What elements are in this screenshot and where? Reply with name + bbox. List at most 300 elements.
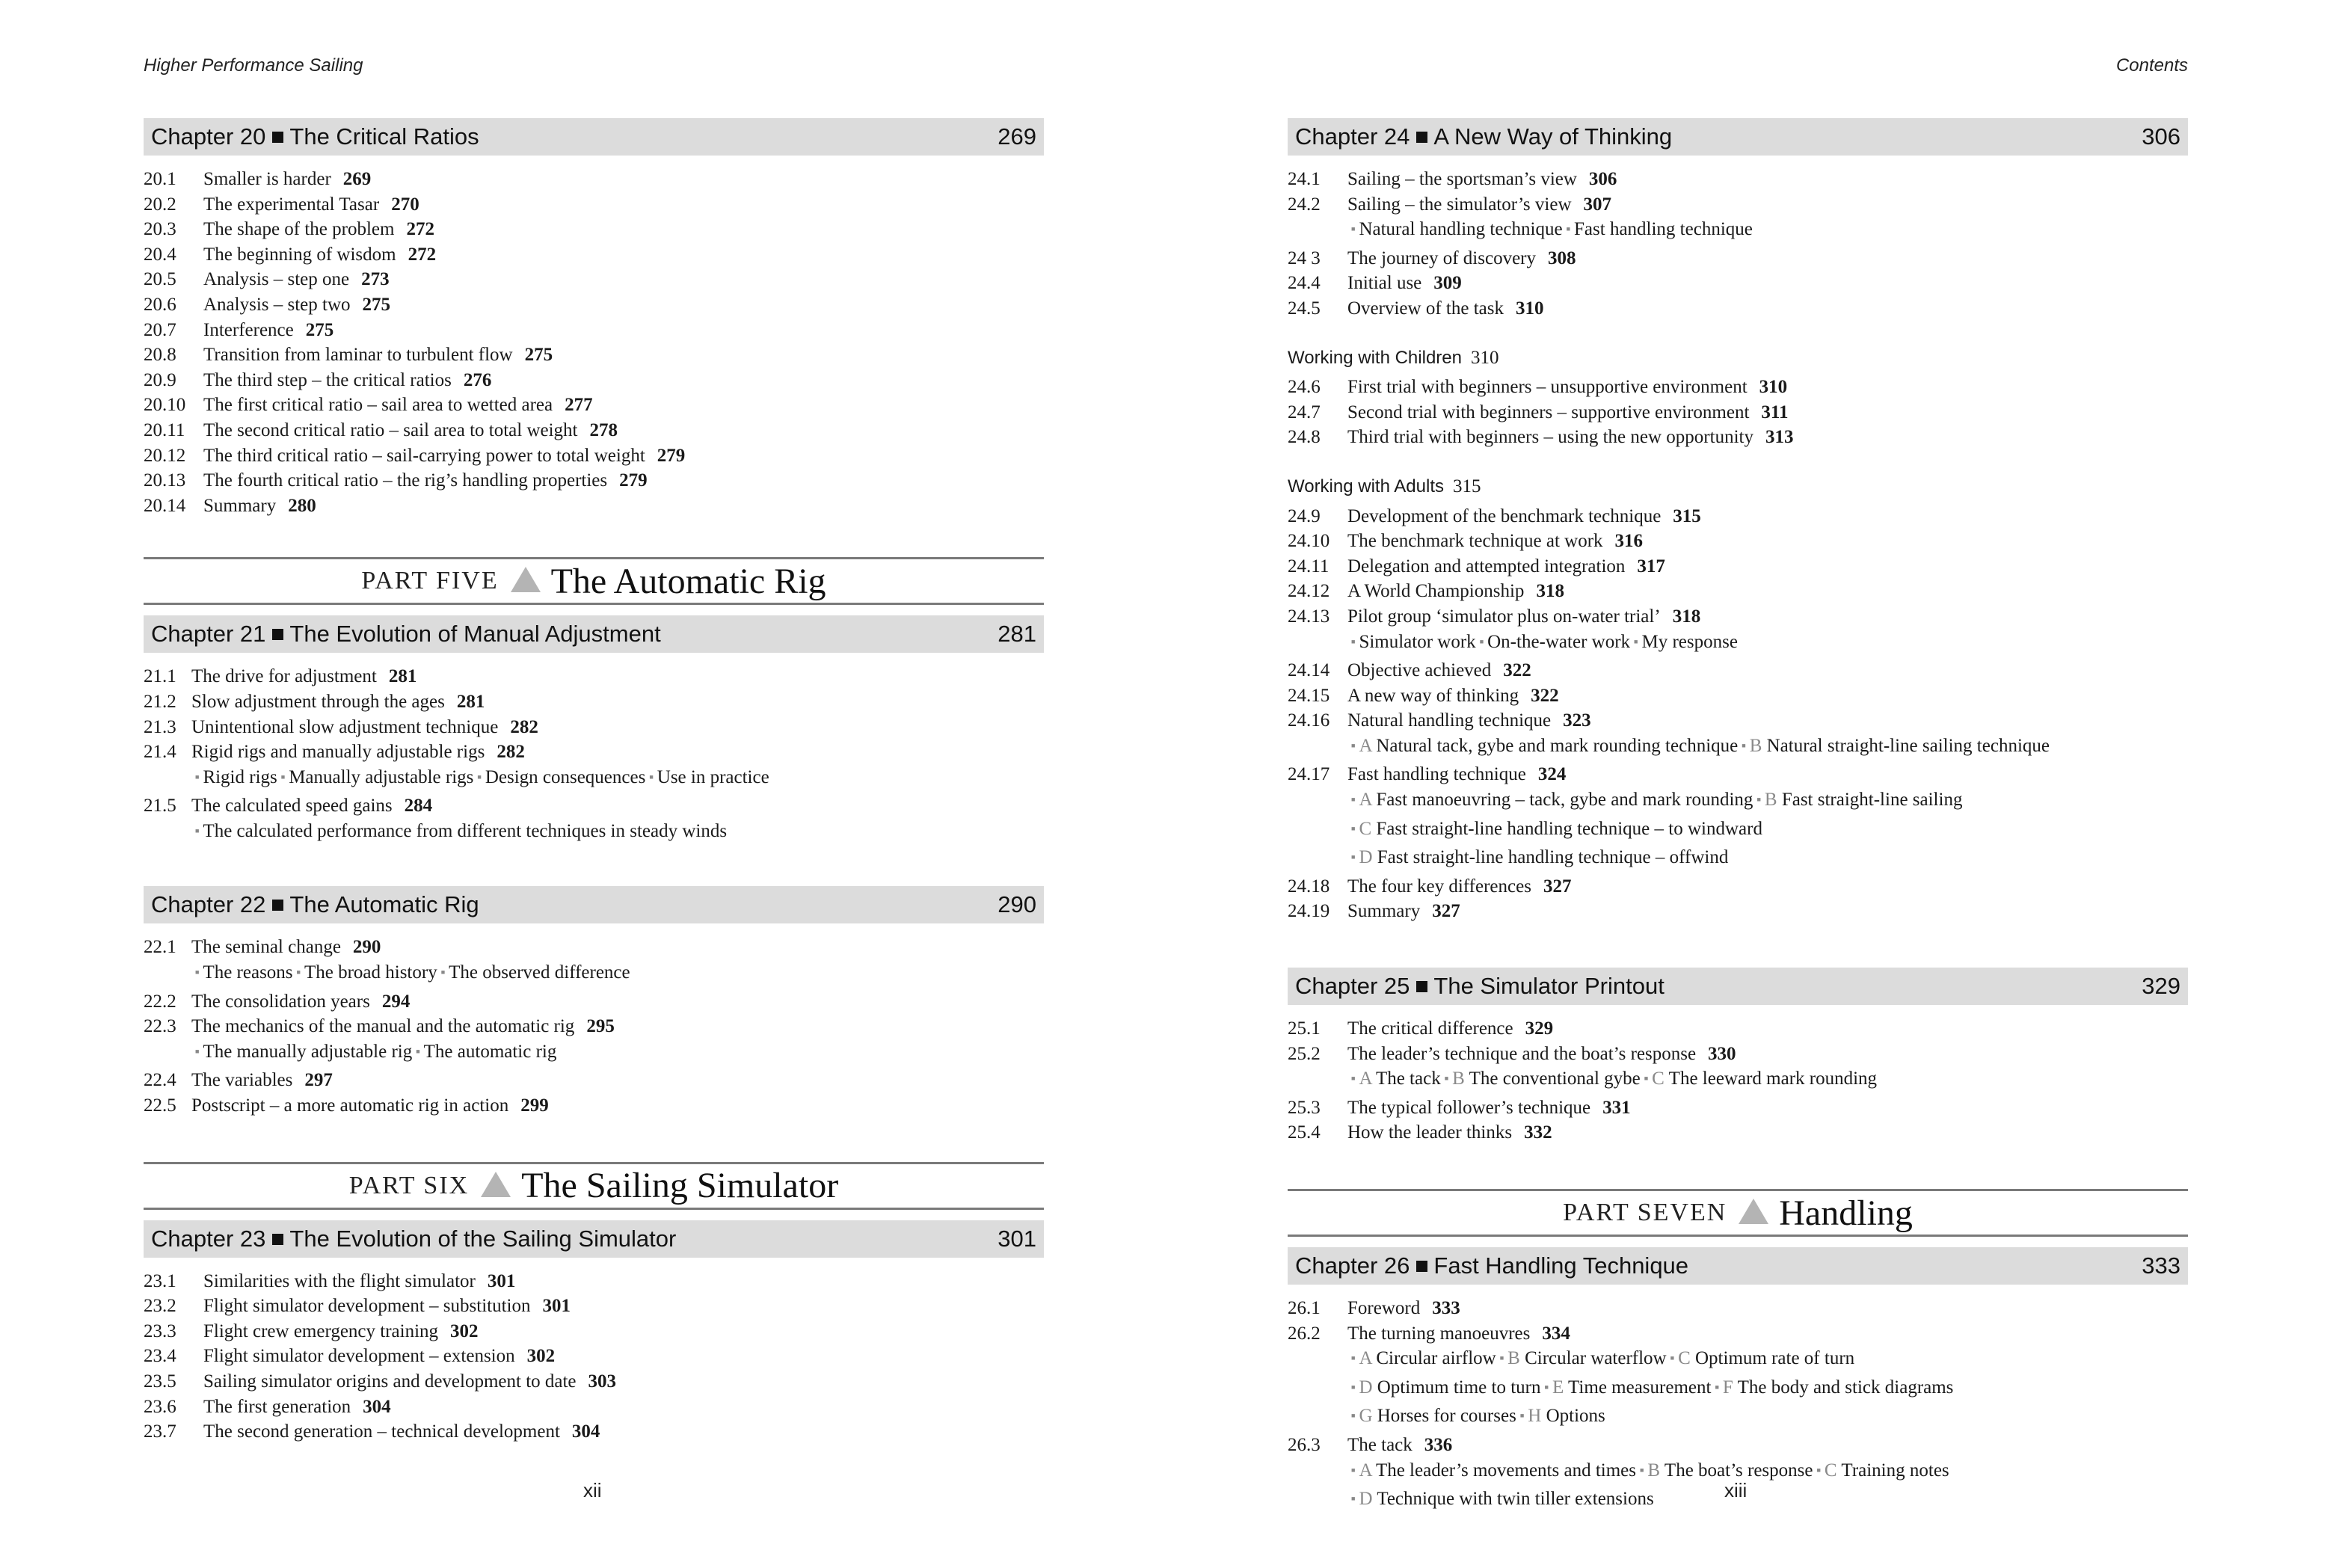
subtopic-text: Fast straight-line sailing: [1781, 790, 1963, 811]
section-title: The calculated speed gains: [191, 796, 393, 817]
section-title: The turning manoeuvres: [1347, 1323, 1531, 1344]
chapter-26-header[interactable]: Chapter 26 Fast Handling Technique 333: [1288, 1247, 2188, 1285]
toc-entry[interactable]: [1288, 1016, 2188, 1042]
subtopic-text: Fast handling technique: [1574, 219, 1753, 240]
toc-entry[interactable]: [1288, 529, 2188, 554]
toc-entry[interactable]: [144, 1014, 1044, 1039]
section-title: The second critical ratio – sail area to total weight: [203, 419, 578, 440]
section-title: First trial with beginners – unsupportive environment: [1347, 377, 1748, 398]
bullet-icon: ■: [1644, 1074, 1649, 1083]
subtopic-letter: D: [1359, 1377, 1373, 1398]
bullet-icon: ■: [1715, 1383, 1719, 1391]
subtopic-text: The tack: [1375, 1069, 1441, 1089]
toc-entry[interactable]: [1288, 762, 2188, 787]
toc-entry[interactable]: [144, 494, 1044, 519]
subtopic-text: Fast manoeuvring – tack, gybe and mark rounding: [1376, 790, 1753, 811]
subtopic-letter: C: [1678, 1348, 1691, 1369]
section-page: 310: [1759, 377, 1788, 398]
toc-entry[interactable]: [144, 242, 1044, 268]
section-page: 324: [1537, 764, 1567, 785]
section-number: 21.4: [144, 742, 176, 763]
section-title: The typical follower’s technique: [1347, 1097, 1591, 1118]
section-page: 275: [524, 345, 553, 366]
section-page: 304: [571, 1421, 600, 1442]
section-title: Postscript – a more automatic rig in action: [191, 1095, 509, 1116]
section-title: The tack: [1347, 1434, 1413, 1455]
section-title: A World Championship: [1347, 581, 1525, 602]
toc-entry[interactable]: [144, 1369, 1044, 1395]
toc-entry[interactable]: [144, 989, 1044, 1015]
section-page: 275: [362, 294, 391, 315]
section-page: 302: [526, 1346, 556, 1367]
bullet-icon: ■: [1351, 225, 1356, 233]
bullet-icon: ■: [195, 968, 200, 977]
toc-entry[interactable]: [1288, 504, 2188, 529]
section-title: The shape of the problem: [203, 219, 395, 240]
subtopic-letter: G: [1359, 1406, 1373, 1427]
toc-entry[interactable]: [1288, 192, 2188, 218]
subtopic-text: The conventional gybe: [1469, 1069, 1641, 1089]
section-number: 25.1: [1288, 1018, 1321, 1039]
subtopic-text: Technique with twin tiller extensions: [1377, 1489, 1654, 1510]
subtopic-text: The broad history: [304, 962, 437, 983]
subtopic-text: The calculated performance from different techniques in steady winds: [203, 820, 728, 841]
section-number: 22.5: [144, 1095, 176, 1116]
subtopic-text: Horses for courses: [1377, 1406, 1516, 1427]
triangle-icon: [481, 1172, 511, 1197]
section-number: 23.3: [144, 1320, 176, 1341]
bullet-icon: ■: [1444, 1074, 1449, 1083]
section-page: 316: [1614, 531, 1644, 552]
part-six-heading: PART SIX The Sailing Simulator: [144, 1162, 1044, 1210]
toc-entry[interactable]: [1288, 425, 2188, 450]
subtopic-letter: A: [1359, 1460, 1372, 1481]
square-bullet-icon: [272, 132, 283, 143]
toc-entry[interactable]: [144, 664, 1044, 689]
section-number: 24.19: [1288, 901, 1330, 922]
toc-entry[interactable]: [1288, 1095, 2188, 1121]
toc-entry[interactable]: [1288, 554, 2188, 579]
toc-entry[interactable]: [1288, 400, 2188, 425]
section-page: 284: [404, 796, 433, 817]
section-title: The first critical ratio – sail area to wetted area: [203, 395, 553, 416]
section-title: Rigid rigs and manually adjustable rigs: [191, 742, 485, 763]
section-title: Slow adjustment through the ages: [191, 691, 445, 712]
section-number: 20.8: [144, 345, 176, 366]
bullet-icon: ■: [1566, 225, 1571, 233]
section-page: 275: [305, 319, 334, 340]
toc-entry[interactable]: [1288, 1120, 2188, 1146]
section-title: Flight simulator development – substitution: [203, 1296, 531, 1317]
toc-entry[interactable]: [144, 192, 1044, 218]
bullet-icon: ■: [1639, 1466, 1644, 1474]
section-number: 22.3: [144, 1016, 176, 1037]
triangle-icon: [511, 567, 541, 592]
toc-entry[interactable]: [1288, 579, 2188, 604]
subtopic-text: The automatic rig: [423, 1041, 557, 1062]
section-title: The third step – the critical ratios: [203, 369, 452, 390]
square-bullet-icon: [1416, 981, 1427, 992]
section-title: Sailing – the sportsman’s view: [1347, 169, 1577, 189]
subtopic-line: [144, 1039, 1044, 1069]
toc-entry[interactable]: [144, 443, 1044, 469]
bullet-icon: ■: [1351, 1354, 1356, 1362]
toc-entry[interactable]: [144, 342, 1044, 368]
subtopic-text: Fast straight-line handling technique – to windward: [1376, 818, 1762, 839]
section-number: 25.3: [1288, 1097, 1321, 1118]
section-title: The four key differences: [1347, 876, 1531, 897]
subtopic-line: [1288, 1066, 2188, 1095]
toc-entry[interactable]: [1288, 1042, 2188, 1067]
group-label: Working with Adults: [1288, 476, 1444, 496]
bullet-icon: ■: [1351, 1383, 1356, 1391]
subtopic-text: The leeward mark rounding: [1668, 1069, 1878, 1089]
section-number: 23.7: [144, 1421, 176, 1442]
section-title: Transition from laminar to turbulent flow: [203, 345, 513, 366]
bullet-icon: ■: [195, 1047, 200, 1055]
toc-entry[interactable]: [144, 715, 1044, 740]
chapter-23-entries: [144, 1269, 1044, 1445]
subtopic-text: Use in practice: [657, 766, 769, 787]
section-page: 282: [497, 742, 525, 763]
subtopic-text: Natural straight-line sailing technique: [1766, 735, 2050, 756]
section-number: 21.3: [144, 716, 176, 737]
triangle-icon: [1739, 1199, 1768, 1224]
section-title: The variables: [191, 1070, 293, 1091]
section-group-heading[interactable]: [1288, 345, 2188, 371]
section-page: 330: [1708, 1043, 1736, 1064]
section-number: 24.12: [1288, 581, 1330, 602]
section-number: 25.2: [1288, 1043, 1321, 1064]
section-page: 282: [510, 716, 538, 737]
section-page: 279: [619, 470, 648, 491]
section-title: Fast handling technique: [1347, 764, 1526, 785]
section-number: 20.14: [144, 495, 186, 516]
section-title: The seminal change: [191, 937, 341, 958]
subtopic-text: Time measurement: [1568, 1377, 1712, 1398]
section-page: 281: [456, 691, 485, 712]
section-number: 20.13: [144, 470, 186, 491]
chapter-20-header[interactable]: Chapter 20 The Critical Ratios 269: [144, 118, 1044, 156]
section-title: Summary: [203, 495, 277, 516]
square-bullet-icon: [1416, 1261, 1427, 1272]
section-title: The beginning of wisdom: [203, 244, 396, 265]
section-title: A new way of thinking: [1347, 685, 1519, 706]
section-page: 276: [463, 369, 492, 390]
toc-entry[interactable]: [144, 1093, 1044, 1119]
toc-entry[interactable]: [1288, 296, 2188, 322]
bullet-icon: ■: [1670, 1354, 1675, 1362]
part-five-heading: PART FIVE The Automatic Rig: [144, 557, 1044, 605]
section-page: 322: [1503, 660, 1531, 681]
section-title: The drive for adjustment: [191, 666, 377, 687]
toc-entry[interactable]: [1288, 1296, 2188, 1321]
section-title: Objective achieved: [1347, 660, 1492, 681]
section-page: 295: [586, 1016, 615, 1037]
toc-entry[interactable]: [1288, 375, 2188, 400]
toc-entry[interactable]: [144, 292, 1044, 318]
section-title: Delegation and attempted integration: [1347, 556, 1626, 577]
section-title: Initial use: [1347, 273, 1422, 294]
section-title: Sailing simulator origins and development to date: [203, 1371, 577, 1392]
chapter-25-entries: [1288, 1016, 2188, 1146]
section-title: Interference: [203, 319, 294, 340]
section-page: 309: [1433, 273, 1462, 294]
section-title: How the leader thinks: [1347, 1122, 1513, 1143]
bullet-icon: ■: [1351, 824, 1356, 832]
section-number: 24.5: [1288, 298, 1321, 319]
section-title: Foreword: [1347, 1298, 1421, 1318]
subtopic-text: Circular waterflow: [1525, 1348, 1667, 1369]
toc-entry[interactable]: [144, 1395, 1044, 1420]
subtopic-line: [1288, 1346, 2188, 1375]
section-page: 306: [1588, 169, 1617, 189]
section-page: 317: [1637, 556, 1665, 577]
section-number: 24.2: [1288, 194, 1321, 215]
bullet-icon: ■: [1351, 1412, 1356, 1420]
toc-entry[interactable]: [1288, 658, 2188, 683]
section-title: The first generation: [203, 1396, 351, 1417]
subtopic-text: Training notes: [1841, 1460, 1949, 1481]
subtopic-text: Rigid rigs: [203, 766, 277, 787]
section-number: 23.5: [144, 1371, 176, 1392]
subtopic-letter: A: [1359, 735, 1372, 756]
subtopic-line: [1288, 217, 2188, 246]
section-number: 26.3: [1288, 1434, 1321, 1455]
subtopic-text: My response: [1641, 631, 1738, 652]
section-number: 20.6: [144, 294, 176, 315]
bullet-icon: ■: [195, 772, 200, 781]
toc-entry[interactable]: [1288, 899, 2188, 924]
section-number: 20.10: [144, 395, 186, 416]
subtopic-letter: D: [1359, 1489, 1373, 1510]
right-page: [1288, 118, 2188, 1555]
section-page: 311: [1761, 402, 1789, 422]
square-bullet-icon: [272, 1234, 283, 1245]
section-title: The mechanics of the manual and the automatic rig: [191, 1016, 575, 1037]
toc-entry[interactable]: [144, 368, 1044, 393]
section-number: 22.2: [144, 991, 176, 1012]
section-title: Overview of the task: [1347, 298, 1504, 319]
subtopic-text: Options: [1546, 1406, 1605, 1427]
section-page: 327: [1432, 901, 1460, 922]
chapter-24-header[interactable]: Chapter 24 A New Way of Thinking 306: [1288, 118, 2188, 156]
section-page: 272: [406, 219, 434, 240]
section-page: 313: [1765, 427, 1794, 448]
toc-entry[interactable]: [144, 167, 1044, 192]
bullet-icon: ■: [649, 772, 654, 781]
section-page: 270: [391, 194, 419, 215]
bullet-icon: ■: [195, 826, 200, 834]
section-page: 290: [352, 937, 381, 958]
toc-entry[interactable]: [144, 393, 1044, 418]
section-number: 22.1: [144, 937, 176, 958]
subtopic-letter: D: [1359, 847, 1373, 868]
bullet-icon: ■: [1351, 853, 1356, 861]
running-head-left: Higher Performance Sailing: [144, 55, 363, 76]
toc-entry[interactable]: [144, 689, 1044, 715]
toc-entry[interactable]: [144, 1068, 1044, 1093]
subtopic-text: Optimum rate of turn: [1695, 1348, 1855, 1369]
section-number: 24.6: [1288, 377, 1321, 398]
section-page: 318: [1536, 581, 1564, 602]
subtopic-line: [1288, 1403, 2188, 1433]
square-bullet-icon: [1416, 132, 1427, 143]
section-number: 24.16: [1288, 710, 1330, 731]
subtopic-letter: C: [1359, 818, 1372, 839]
section-title: The experimental Tasar: [203, 194, 380, 215]
section-title: The benchmark technique at work: [1347, 531, 1603, 552]
running-head-right: Contents: [2115, 55, 2188, 76]
toc-entry[interactable]: [1288, 874, 2188, 900]
section-number: 20.5: [144, 269, 176, 290]
section-number: 24.9: [1288, 505, 1321, 526]
subtopic-line: [1288, 845, 2188, 874]
section-page: 279: [657, 445, 686, 466]
section-number: 24.1: [1288, 169, 1321, 189]
group-page: 310: [1470, 347, 1499, 368]
section-title: Development of the benchmark technique: [1347, 505, 1662, 526]
section-number: 23.1: [144, 1270, 176, 1291]
subtopic-line: [144, 819, 1044, 848]
subtopic-text: Manually adjustable rigs: [289, 766, 474, 787]
toc-entry[interactable]: [144, 418, 1044, 443]
subtopic-letter: B: [1749, 735, 1762, 756]
toc-entry[interactable]: [144, 740, 1044, 765]
subtopic-line: [1288, 787, 2188, 817]
chapter-21-header[interactable]: Chapter 21 The Evolution of Manual Adjustment 281: [144, 615, 1044, 653]
section-title: The consolidation years: [191, 991, 370, 1012]
section-number: 24.18: [1288, 876, 1330, 897]
section-number: 24.17: [1288, 764, 1330, 785]
toc-entry[interactable]: [144, 1344, 1044, 1369]
toc-entry[interactable]: [1288, 167, 2188, 192]
toc-entry[interactable]: [1288, 271, 2188, 296]
section-number: 23.6: [144, 1396, 176, 1417]
subtopic-line: [1288, 817, 2188, 846]
section-number: 20.7: [144, 319, 176, 340]
subtopic-line: [1288, 734, 2188, 763]
chapter-20-entries: [144, 167, 1044, 518]
section-page: 322: [1531, 685, 1559, 706]
toc-entry[interactable]: [1288, 1321, 2188, 1347]
subtopic-text: On-the-water work: [1487, 631, 1631, 652]
bullet-icon: ■: [1351, 1495, 1356, 1503]
section-page: 332: [1524, 1122, 1552, 1143]
section-title: Similarities with the flight simulator: [203, 1270, 476, 1291]
subtopic-text: Simulator work: [1359, 631, 1476, 652]
section-number: 23.2: [144, 1296, 176, 1317]
section-page: 280: [288, 495, 316, 516]
subtopic-letter: E: [1552, 1377, 1564, 1398]
toc-entry[interactable]: [144, 267, 1044, 292]
bullet-icon: ■: [1351, 1466, 1356, 1474]
section-page: 331: [1602, 1097, 1631, 1118]
subtopic-line: [144, 765, 1044, 794]
section-number: 20.9: [144, 369, 176, 390]
section-number: 26.2: [1288, 1323, 1321, 1344]
section-title: Flight simulator development – extension: [203, 1346, 515, 1367]
toc-entry[interactable]: [144, 1319, 1044, 1344]
section-title: The third critical ratio – sail-carrying power to total weight: [203, 445, 645, 466]
section-number: 20.1: [144, 169, 176, 189]
bullet-icon: ■: [1544, 1383, 1549, 1391]
section-number: 24.11: [1288, 556, 1330, 577]
subtopic-text: The body and stick diagrams: [1737, 1377, 1954, 1398]
subtopic-letter: A: [1359, 1348, 1372, 1369]
section-page: 297: [304, 1070, 333, 1091]
subtopic-letter: F: [1722, 1377, 1733, 1398]
toc-entry[interactable]: [144, 1269, 1044, 1294]
section-page: 273: [361, 269, 390, 290]
bullet-icon: ■: [1351, 1074, 1356, 1083]
toc-entry[interactable]: [144, 793, 1044, 819]
section-page: 334: [1542, 1323, 1570, 1344]
subtopic-letter: C: [1652, 1069, 1665, 1089]
toc-entry[interactable]: [1288, 708, 2188, 734]
toc-entry[interactable]: [1288, 683, 2188, 709]
subtopic-text: The observed difference: [449, 962, 630, 983]
toc-entry[interactable]: [144, 935, 1044, 960]
toc-entry[interactable]: [144, 1294, 1044, 1319]
subtopic-letter: B: [1764, 790, 1777, 811]
section-group-heading[interactable]: [1288, 474, 2188, 499]
chapter-22-entries: [144, 935, 1044, 1118]
section-title: Sailing – the simulator’s view: [1347, 194, 1572, 215]
section-page: 302: [450, 1320, 479, 1341]
bullet-icon: ■: [1756, 796, 1761, 804]
section-title: The critical difference: [1347, 1018, 1513, 1039]
toc-entry[interactable]: [144, 217, 1044, 242]
section-title: Unintentional slow adjustment technique: [191, 716, 499, 737]
section-page: 310: [1515, 298, 1544, 319]
section-number: 21.1: [144, 666, 176, 687]
section-number: 20.4: [144, 244, 176, 265]
section-title: Flight crew emergency training: [203, 1320, 439, 1341]
subtopic-text: Optimum time to turn: [1377, 1377, 1541, 1398]
section-title: The journey of discovery: [1347, 248, 1537, 268]
bullet-icon: ■: [1479, 637, 1484, 645]
section-page: 303: [588, 1371, 617, 1392]
chapter-22-header[interactable]: Chapter 22 The Automatic Rig 290: [144, 886, 1044, 923]
toc-entry[interactable]: [1288, 604, 2188, 630]
section-page: 281: [388, 666, 417, 687]
chapter-25-header[interactable]: Chapter 25 The Simulator Printout 329: [1288, 968, 2188, 1005]
section-title: Third trial with beginners – using the new opportunity: [1347, 427, 1753, 448]
subtopic-text: The leader’s movements and times: [1375, 1460, 1636, 1481]
part-seven-heading: PART SEVEN Handling: [1288, 1189, 2188, 1237]
chapter-23-header[interactable]: Chapter 23 The Evolution of the Sailing Simulator 301: [144, 1220, 1044, 1258]
section-number: 24.8: [1288, 427, 1321, 448]
section-page: 336: [1424, 1434, 1453, 1455]
subtopic-letter: C: [1824, 1460, 1837, 1481]
subtopic-text: Circular airflow: [1376, 1348, 1496, 1369]
subtopic-letter: A: [1359, 790, 1372, 811]
section-page: 294: [381, 991, 411, 1012]
toc-entry[interactable]: [1288, 246, 2188, 271]
subtopic-letter: H: [1528, 1406, 1542, 1427]
toc-entry[interactable]: [144, 468, 1044, 494]
section-title: The fourth critical ratio – the rig’s handling properties: [203, 470, 608, 491]
section-number: 24.13: [1288, 606, 1330, 627]
bullet-icon: ■: [1499, 1354, 1504, 1362]
toc-entry[interactable]: [144, 318, 1044, 343]
section-number: 25.4: [1288, 1122, 1321, 1143]
subtopic-text: Natural tack, gybe and mark rounding technique: [1376, 735, 1739, 756]
section-title: Analysis – step one: [203, 269, 350, 290]
toc-entry[interactable]: [144, 1419, 1044, 1445]
toc-entry[interactable]: [1288, 1433, 2188, 1458]
